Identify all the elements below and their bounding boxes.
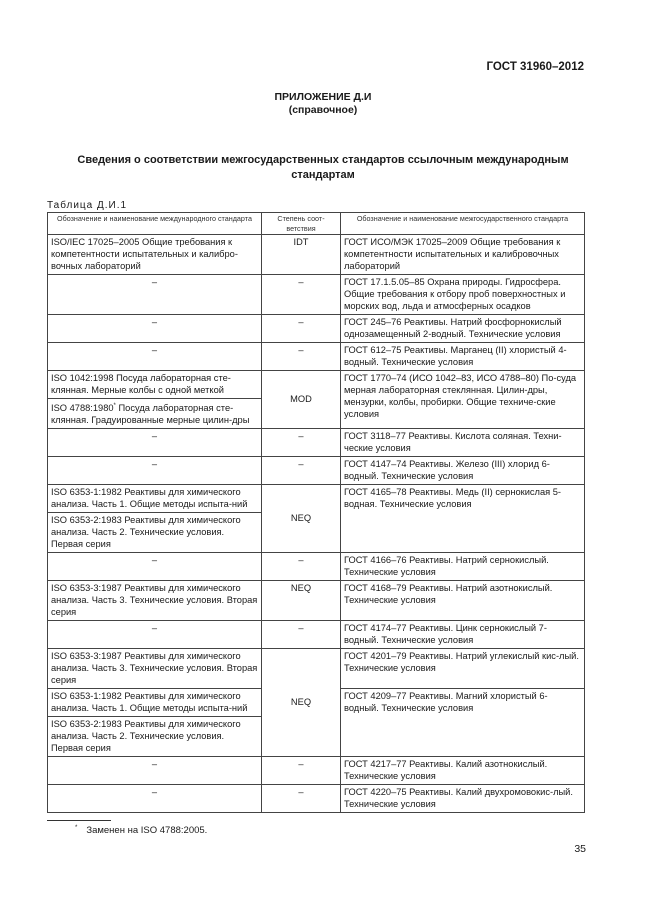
table-row: [48, 785, 585, 813]
degree-cell: –: [262, 457, 341, 485]
gost-standard-cell: ГОСТ 245–76 Реактивы. Натрий фосфорнокислый однозамещенный 2-водный. Технические условия: [341, 315, 585, 343]
table-row: [48, 757, 585, 785]
table-row: [48, 621, 585, 649]
gost-standard-cell: ГОСТ 4166–76 Реактивы. Натрий сернокислый. Технические условия: [341, 553, 585, 581]
intl-standard-cell: –: [48, 429, 262, 457]
appendix-subtitle: (справочное): [288, 104, 358, 116]
intl-standard-cell: –: [48, 621, 262, 649]
intl-standard-cell: –: [48, 315, 262, 343]
degree-cell: –: [262, 553, 341, 581]
intl-standard-cell: –: [48, 457, 262, 485]
header-interstate: Обозначение и наименование межгосударственного стандарта: [341, 213, 585, 235]
gost-standard-cell: ГОСТ 4209–77 Реактивы. Магний хлористый 6-водный. Технические условия: [341, 689, 585, 757]
gost-standard-cell: ГОСТ 612–75 Реактивы. Марганец (II) хлористый 4-водный. Технические условия: [341, 343, 585, 371]
footnote-marker: *: [75, 825, 78, 831]
intl-standard-cell: [48, 399, 262, 429]
intl-standard-cell: ISO/IEC 17025–2005 Общие требования к компетентности испытательных и калибро-вочных лабораторий: [48, 235, 262, 275]
intl-standard-cell: –: [48, 553, 262, 581]
document-code: ГОСТ 31960–2012: [486, 61, 584, 73]
gost-standard-cell: ГОСТ 4201–79 Реактивы. Натрий углекислый кис-лый. Технические условия: [341, 649, 585, 689]
footnote-marker: *: [113, 403, 116, 409]
table-row: [48, 429, 585, 457]
gost-standard-cell: ГОСТ ИСО/МЭК 17025–2009 Общие требования к компетентности испытательных и калибровочных лабораторий: [341, 235, 585, 275]
table-row: [48, 553, 585, 581]
table-row: [48, 315, 585, 343]
gost-standard-cell: ГОСТ 4220–75 Реактивы. Калий двухромовокис-лый. Технические условия: [341, 785, 585, 813]
appendix-heading: [0, 91, 646, 117]
gost-standard-cell: ГОСТ 1770–74 (ИСО 1042–83, ИСО 4788–80) По-суда мерная лабораторная стеклянная. Цилин-дры, мензурки, колбы, пробирки. Общие техниче-ские условия: [341, 371, 585, 429]
gost-standard-cell: ГОСТ 4147–74 Реактивы. Железо (III) хлорид 6-водный. Технические условия: [341, 457, 585, 485]
degree-cell: –: [262, 757, 341, 785]
table-row: [48, 485, 585, 513]
degree-cell: –: [262, 785, 341, 813]
gost-standard-cell: ГОСТ 3118–77 Реактивы. Кислота соляная. Техни-ческие условия: [341, 429, 585, 457]
intl-standard-cell: –: [48, 275, 262, 315]
intl-standard-code: ISO 4788:1980: [51, 403, 114, 414]
footnote: [75, 825, 207, 836]
gost-standard-cell: ГОСТ 4165–78 Реактивы. Медь (II) сернокислая 5-водная. Технические условия: [341, 485, 585, 553]
footnote-text: Заменен на ISO 4788:2005.: [86, 825, 208, 837]
gost-standard-cell: ГОСТ 4174–77 Реактивы. Цинк сернокислый 7-водный. Технические условия: [341, 621, 585, 649]
degree-cell: –: [262, 275, 341, 315]
table-row: [48, 275, 585, 315]
table-caption: Таблица Д.И.1: [47, 200, 128, 211]
table-header-row: [48, 213, 585, 235]
page-number: 35: [574, 843, 586, 855]
degree-cell: –: [262, 343, 341, 371]
intl-standard-cell: ISO 1042:1998 Посуда лабораторная сте-клянная. Мерные колбы с одной меткой: [48, 371, 262, 399]
table-row: [48, 581, 585, 621]
intl-standard-cell: ISO 6353-1:1982 Реактивы для химического анализа. Часть 1. Общие методы испыта-ний: [48, 689, 262, 717]
table-row: [48, 649, 585, 689]
table-row: [48, 371, 585, 399]
degree-cell: NEQ: [262, 485, 341, 553]
intl-standard-cell: ISO 6353-2:1983 Реактивы для химического анализа. Часть 2. Технические условия. Первая серия: [48, 513, 262, 553]
gost-standard-cell: ГОСТ 17.1.5.05–85 Охрана природы. Гидросфера. Общие требования к отбору проб поверхностных и морских вод, льда и атмосферных осадков: [341, 275, 585, 315]
correspondence-table: [47, 212, 585, 813]
degree-cell: IDT: [262, 235, 341, 275]
intl-standard-cell: –: [48, 757, 262, 785]
table-row: [48, 343, 585, 371]
header-degree: Степень соот-ветствия: [262, 213, 341, 235]
intl-standard-cell: ISO 6353-2:1983 Реактивы для химического анализа. Часть 2. Технические условия. Первая серия: [48, 717, 262, 757]
degree-cell: NEQ: [262, 649, 341, 757]
header-international: Обозначение и наименование международного стандарта: [48, 213, 262, 235]
intl-standard-cell: ISO 6353-3:1987 Реактивы для химического анализа. Часть 3. Технические условия. Вторая серия: [48, 649, 262, 689]
intl-standard-cell: –: [48, 785, 262, 813]
degree-cell: –: [262, 315, 341, 343]
appendix-title: ПРИЛОЖЕНИЕ Д.И: [274, 91, 372, 103]
table-row: [48, 235, 585, 275]
table-row: [48, 457, 585, 485]
section-title: Сведения о соответствии межгосударственных стандартов ссылочным международным стандартам: [77, 154, 569, 181]
degree-cell: NEQ: [262, 581, 341, 621]
degree-cell: –: [262, 429, 341, 457]
gost-standard-cell: ГОСТ 4168–79 Реактивы. Натрий азотнокислый. Технические условия: [341, 581, 585, 621]
intl-standard-cell: ISO 6353-3:1987 Реактивы для химического анализа. Часть 3. Технические условия. Вторая серия: [48, 581, 262, 621]
degree-cell: –: [262, 621, 341, 649]
footnote-divider: [47, 820, 111, 821]
intl-standard-title: Посуда лабораторная сте-клянная. Градуированные мерные цилин-дры: [51, 403, 250, 426]
intl-standard-cell: ISO 6353-1:1982 Реактивы для химического анализа. Часть 1. Общие методы испыта-ний: [48, 485, 262, 513]
gost-standard-cell: ГОСТ 4217–77 Реактивы. Калий азотнокислый. Технические условия: [341, 757, 585, 785]
degree-cell: MOD: [262, 371, 341, 429]
intl-standard-cell: –: [48, 343, 262, 371]
